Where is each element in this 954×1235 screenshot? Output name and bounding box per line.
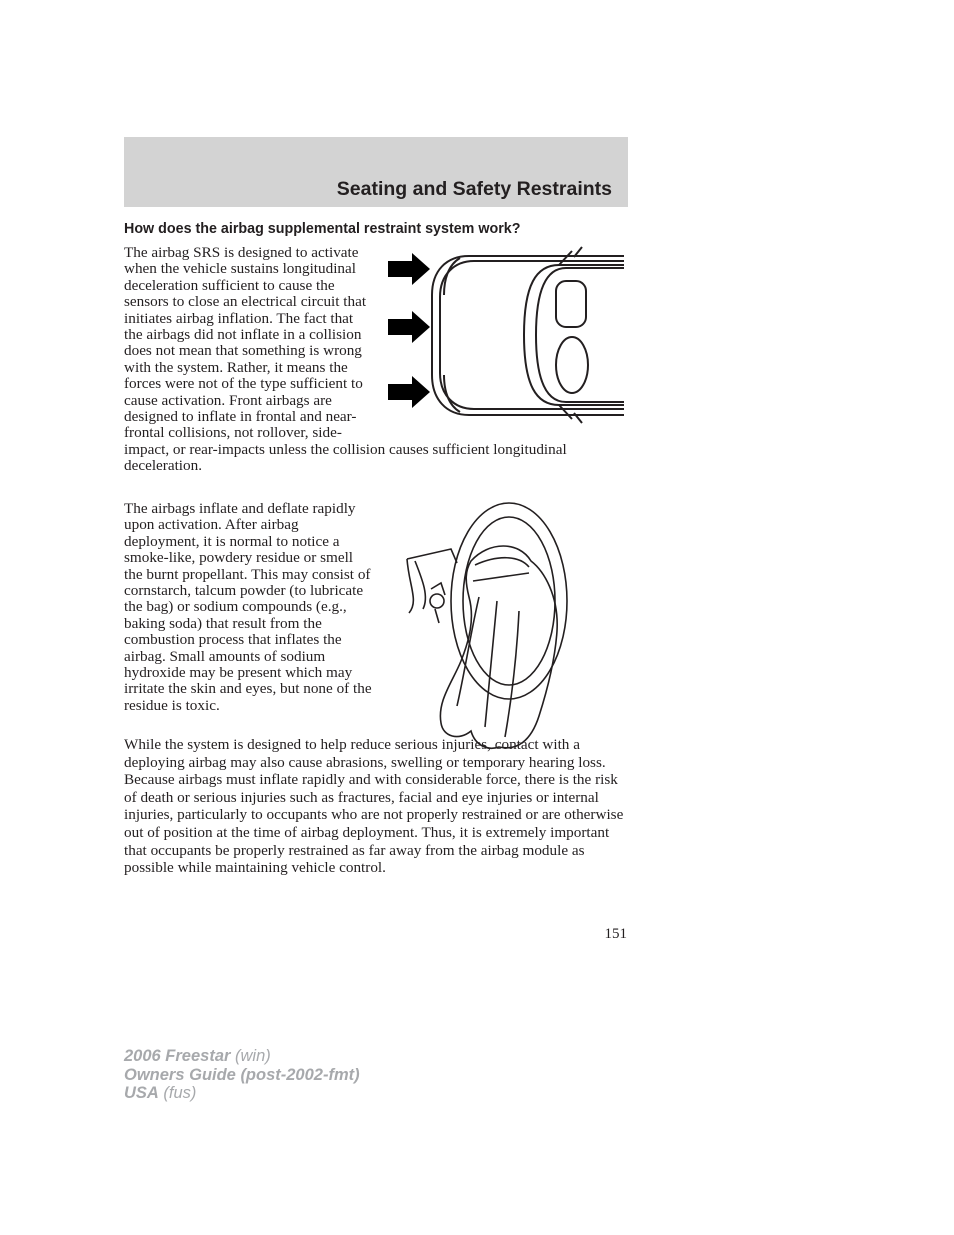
footer-line-market: USA (fus) [124,1084,197,1102]
section-header-band [124,137,628,207]
paragraph-2: The airbags inflate and deflate rapidly upon activation. After airbag deployment, it is normal to notice a smoke-like, powdery residue or smell the burnt propellant. This may consist of cornstarch, talcum powder (to lubricate the bag) or sodium compounds (e.g., baking soda) that result from the combustion process that inflates the airbag. Small amounts of sodium hydroxide may be present which may irritate the skin and eyes, but none of the residue is toxic. [124,501,629,763]
steering-wheel [451,503,567,699]
paragraph-3: While the system is designed to help reduce serious injuries, contact with a deploying airbag may also cause abrasions, swelling or temporary hearing loss. Because airbags must inflate rapidly and with considerable force, there is the risk of death or serious injuries such as fractures, facial and eye injuries or internal injuries, particularly to occupants who are not properly restrained or are otherwise out of position at the time of airbag deployment. Thus, it is extremely important that occupants be properly restrained as far away from the airbag module as possible while maintaining vehicle control. [124,736,624,877]
deployed-airbag-illustration [379,501,629,763]
vehicle-top-view [432,247,624,423]
impact-arrow-icon [388,376,430,408]
document-footer [124,1047,360,1103]
page-number: 151 [604,926,627,942]
footer-line-guide: Owners Guide (post-2002-fmt) [124,1065,360,1084]
section-title: Seating and Safety Restraints [336,178,612,200]
paragraph-1: The airbag SRS is designed to activate when the vehicle sustains longitudinal deceleration sufficient to cause the sensors to close an electrical circuit that initiates airbag inflation. The fact that the airbags did not inflate in a collision does not mean that something is wrong with the system. Rather, it means the forces were not of the type sufficient to cause activation. Front airbags are designed to inflate in frontal and near-frontal collisions, not rollover, side-impact, or rear-impacts unless the collision causes sufficient longitudinal deceleration. [124,245,629,475]
question-heading: How does the airbag supplemental restraint system work? [124,221,521,237]
impact-arrow-icon [388,311,430,343]
instrument-panel [407,549,457,613]
footer-line-model: 2006 Freestar (win) [124,1047,271,1065]
ignition-key-icon [430,583,445,623]
impact-arrow-icon [388,253,430,285]
frontal-collision-illustration [374,245,629,436]
